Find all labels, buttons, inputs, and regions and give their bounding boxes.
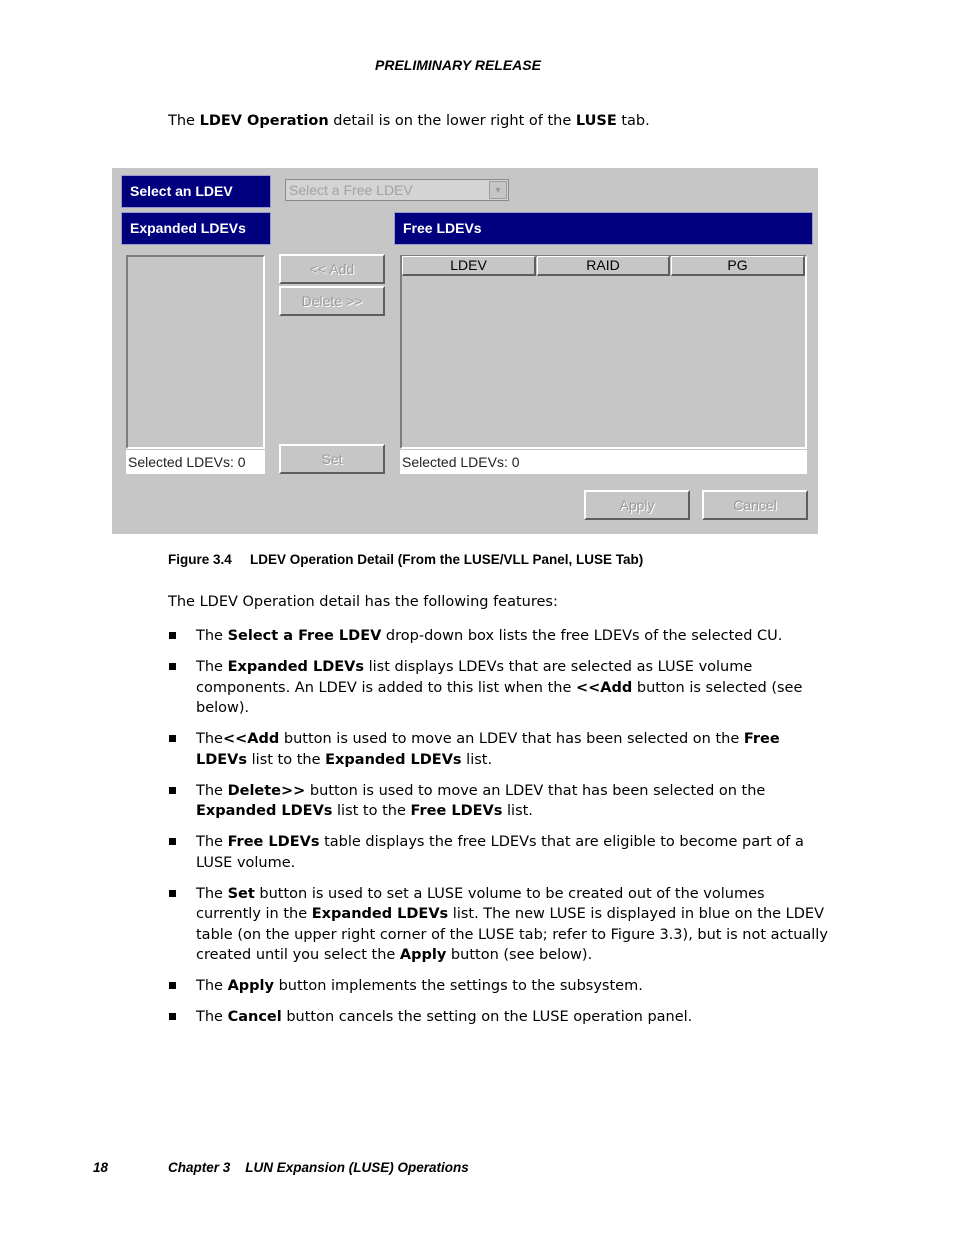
- intro-bold: LDEV Operation: [199, 113, 329, 129]
- intro-bold: LUSE: [575, 113, 617, 129]
- chevron-down-icon[interactable]: ▼: [489, 181, 507, 199]
- bullet-bold-text: <<Add: [222, 731, 280, 747]
- intro-paragraph: [168, 113, 650, 129]
- figure-number: Figure 3.4: [168, 552, 232, 567]
- bullet-square-icon: [169, 890, 176, 897]
- figure-title: LDEV Operation Detail (From the LUSE/VLL Panel, LUSE Tab): [250, 552, 644, 567]
- bullet-text: list.: [502, 803, 533, 819]
- bullet-bold-text: Free LDEVs: [410, 803, 503, 819]
- list-item: [168, 729, 828, 770]
- bullet-bold-text: Select a Free LDEV: [227, 628, 382, 644]
- bullet-text: The: [196, 978, 228, 994]
- bullet-text: The: [196, 782, 228, 799]
- bullet-text: button is used to move an LDEV that has been selected on the: [305, 782, 766, 799]
- cancel-button[interactable]: Cancel: [702, 490, 808, 520]
- page-header: PRELIMINARY RELEASE: [375, 57, 541, 73]
- list-item: [168, 884, 828, 966]
- list-item: [168, 781, 828, 822]
- bullet-square-icon: [169, 632, 176, 639]
- bullet-text: drop-down box lists the free LDEVs of the selected CU.: [381, 628, 783, 644]
- bullet-text: table displays the free LDEVs that are eligible to become part of a LUSE volume.: [196, 834, 804, 871]
- expanded-selected-count: Selected LDEVs: 0: [126, 450, 265, 474]
- bullet-square-icon: [169, 838, 176, 845]
- free-ldevs-table[interactable]: [400, 255, 807, 449]
- dropdown-placeholder: Select a Free LDEV: [289, 182, 413, 198]
- bullet-text: button is used to set a LUSE volume to be created out of the volumes currently in the: [196, 885, 765, 922]
- ldev-operation-panel: [112, 168, 818, 534]
- feature-list: [168, 626, 828, 1038]
- expanded-ldevs-list[interactable]: [126, 255, 265, 449]
- apply-button[interactable]: Apply: [584, 490, 690, 520]
- bullet-square-icon: [169, 1013, 176, 1020]
- free-ldevs-label: Free LDEVs: [394, 212, 813, 245]
- bullet-text: The: [196, 885, 228, 902]
- intro-text: detail is on the lower right of the: [328, 113, 576, 129]
- bullet-text: button cancels the setting on the LUSE operation panel.: [281, 1009, 693, 1025]
- chapter-title: Chapter 3 LUN Expansion (LUSE) Operations: [168, 1160, 469, 1175]
- bullet-text: button is used to move an LDEV that has been selected on the: [279, 731, 744, 747]
- bullet-text: list to the: [247, 751, 326, 768]
- bullet-square-icon: [169, 735, 176, 742]
- select-ldev-label: Select an LDEV: [121, 175, 271, 208]
- bullet-text: The: [196, 834, 228, 850]
- list-item: [168, 832, 828, 873]
- bullet-text: button implements the settings to the subsystem.: [273, 978, 643, 994]
- bullet-square-icon: [169, 663, 176, 670]
- bullet-bold-text: <<Add: [576, 679, 633, 696]
- bullet-text: button (see below).: [446, 947, 593, 963]
- bullet-text: The: [196, 628, 228, 644]
- bullet-text: list to the: [332, 803, 411, 819]
- bullet-bold-text: Cancel: [227, 1009, 282, 1025]
- bullet-bold-text: Apply: [227, 978, 274, 994]
- column-header-ldev[interactable]: LDEV: [402, 256, 536, 276]
- bullet-bold-text: Delete>>: [227, 782, 306, 799]
- set-button[interactable]: Set: [279, 444, 385, 474]
- bullet-bold-text: Free LDEVs: [196, 731, 780, 768]
- list-item: [168, 626, 828, 647]
- intro-text: The: [168, 113, 200, 129]
- bullet-bold-text: Expanded LDEVs: [196, 803, 333, 819]
- bullet-text: The: [196, 1009, 228, 1025]
- list-item: [168, 1007, 828, 1028]
- add-button[interactable]: << Add: [279, 254, 385, 284]
- features-intro: The LDEV Operation detail has the following features:: [168, 594, 558, 610]
- page-number: 18: [93, 1160, 109, 1175]
- bullet-text: button is selected (see below).: [196, 679, 803, 716]
- bullet-bold-text: Expanded LDEVs: [325, 751, 462, 768]
- free-selected-count: Selected LDEVs: 0: [400, 450, 807, 474]
- bullet-text: list. The new LUSE is displayed in blue on the LDEV table (on the upper right corner of the LUSE tab; refer to Figure 3.3), but is not actually created until you select the: [196, 906, 828, 963]
- free-ldev-dropdown[interactable]: [285, 179, 509, 201]
- expanded-ldevs-label: Expanded LDEVs: [121, 212, 271, 245]
- bullet-text: The: [196, 659, 228, 675]
- column-header-pg[interactable]: PG: [671, 256, 805, 276]
- bullet-bold-text: Apply: [399, 947, 447, 963]
- figure-caption: [168, 552, 643, 567]
- bullet-bold-text: Free LDEVs: [227, 834, 320, 850]
- bullet-square-icon: [169, 787, 176, 794]
- bullet-square-icon: [169, 982, 176, 989]
- list-item: [168, 657, 828, 719]
- bullet-text: list.: [461, 751, 493, 768]
- bullet-text: list displays LDEVs that are selected as LUSE volume components. An LDEV is added to this list when the: [196, 659, 753, 696]
- bullet-bold-text: Set: [227, 885, 255, 902]
- bullet-bold-text: Expanded LDEVs: [227, 659, 364, 675]
- delete-button[interactable]: Delete >>: [279, 286, 385, 316]
- column-header-raid[interactable]: RAID: [537, 256, 670, 276]
- bullet-bold-text: Expanded LDEVs: [311, 906, 449, 922]
- list-item: [168, 976, 828, 997]
- intro-text: tab.: [616, 113, 650, 129]
- bullet-text: The: [196, 731, 223, 747]
